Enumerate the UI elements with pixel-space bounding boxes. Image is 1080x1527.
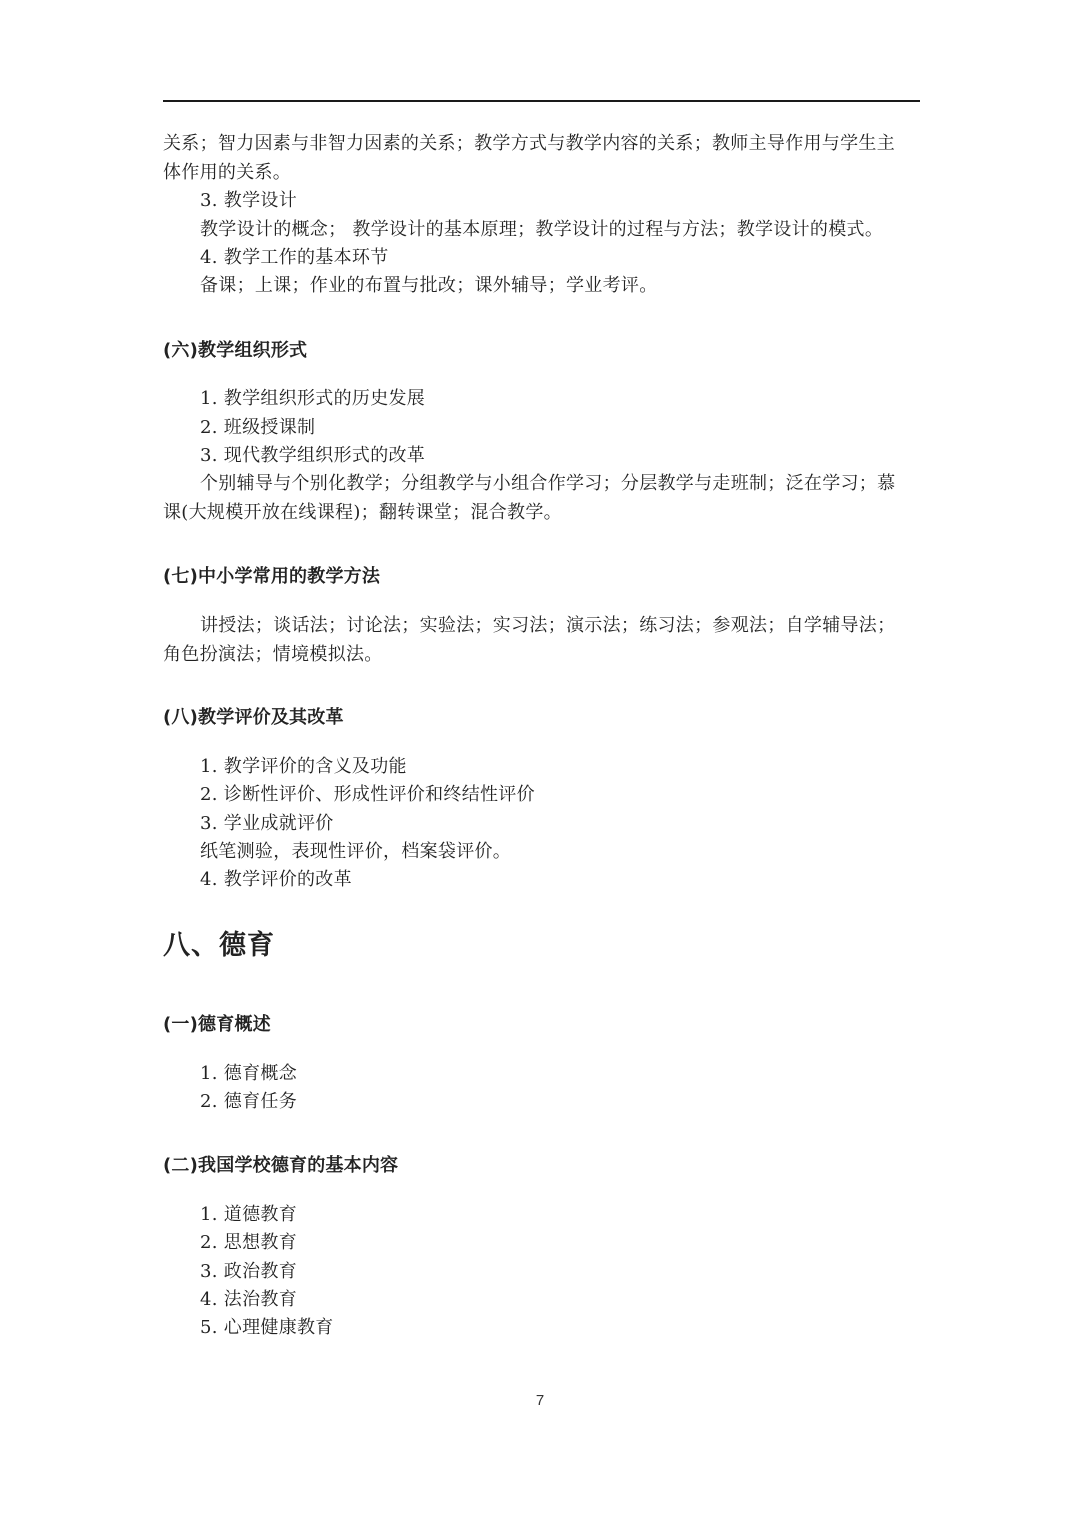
list-item: 1. 道德教育 [200, 1204, 297, 1225]
list-item: 4. 教学评价的改革 [200, 869, 352, 890]
list-item: 3. 政治教育 [200, 1261, 297, 1282]
list-item: 4. 法治教育 [200, 1289, 297, 1310]
item-teaching-design-text: 教学设计的概念； 教学设计的基本原理；教学设计的过程与方法；教学设计的模式。 [200, 219, 884, 240]
page-number: 7 [535, 1392, 545, 1409]
paragraph-line: 角色扮演法；情境模拟法。 [163, 644, 383, 665]
list-item: 1. 教学评价的含义及功能 [200, 756, 407, 777]
paragraph-line: 个别辅导与个别化教学；分组教学与小组合作学习；分层教学与走班制；泛在学习；慕 [200, 473, 896, 494]
section-heading-7: (七)中小学常用的教学方法 [163, 566, 381, 587]
paragraph-line: 课(大规模开放在线课程)；翻转课堂；混合教学。 [163, 502, 562, 523]
list-item: 3. 现代教学组织形式的改革 [200, 445, 426, 466]
section-heading-2: (二)我国学校德育的基本内容 [163, 1155, 399, 1176]
chapter-title: 八、德育 [163, 930, 275, 961]
item-teaching-design-title: 3. 教学设计 [200, 190, 297, 211]
list-item: 5. 心理健康教育 [200, 1317, 334, 1338]
list-item: 1. 教学组织形式的历史发展 [200, 388, 426, 409]
list-item: 2. 班级授课制 [200, 417, 316, 438]
section-heading-6: (六)教学组织形式 [163, 340, 308, 361]
continued-paragraph-line-1: 关系；智力因素与非智力因素的关系；教学方式与教学内容的关系；教师主导作用与学生主 [163, 133, 895, 154]
paragraph-line: 纸笔测验，表现性评价，档案袋评价。 [200, 841, 512, 862]
section-heading-8: (八)教学评价及其改革 [163, 707, 344, 728]
list-item: 3. 学业成就评价 [200, 813, 334, 834]
item-teaching-steps-text: 备课；上课；作业的布置与批改；课外辅导；学业考评。 [200, 275, 658, 296]
list-item: 2. 诊断性评价、形成性评价和终结性评价 [200, 784, 535, 805]
item-teaching-steps-title: 4. 教学工作的基本环节 [200, 247, 389, 268]
continued-paragraph-line-2: 体作用的关系。 [163, 162, 292, 183]
list-item: 1. 德育概念 [200, 1063, 297, 1084]
section-heading-1: (一)德育概述 [163, 1014, 271, 1035]
header-rule [163, 100, 920, 102]
paragraph-line: 讲授法；谈话法；讨论法；实验法；实习法；演示法；练习法；参观法；自学辅导法； [200, 615, 896, 636]
list-item: 2. 思想教育 [200, 1232, 297, 1253]
list-item: 2. 德育任务 [200, 1091, 297, 1112]
